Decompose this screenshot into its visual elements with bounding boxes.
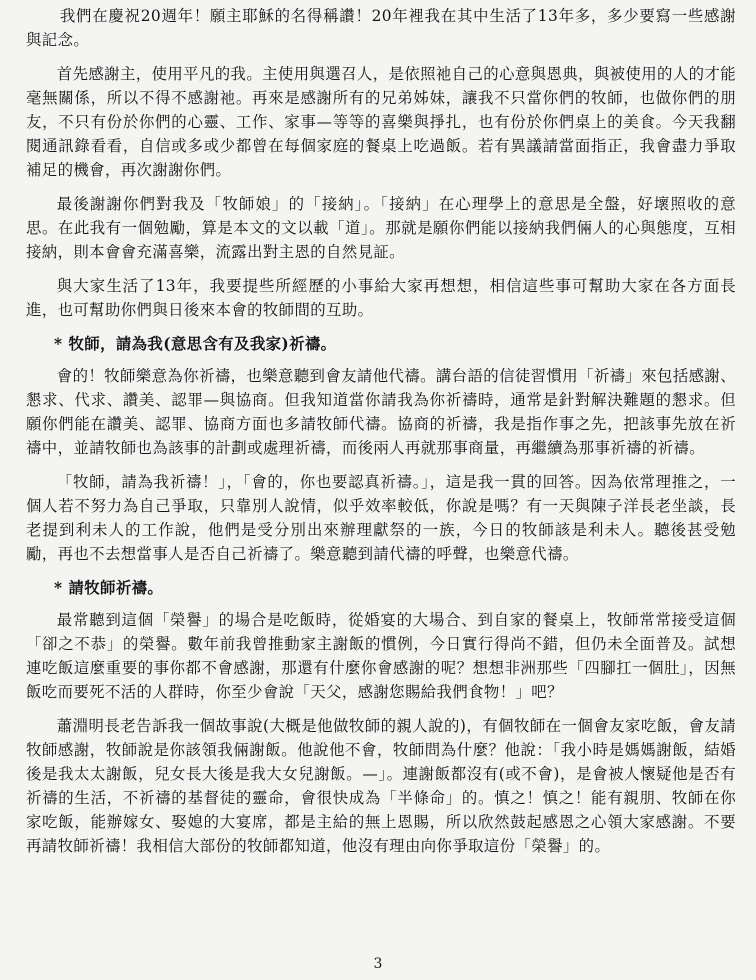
reflection-paragraph: 與大家生活了13年，我要提些所經歷的小事給大家再想想，相信這些事可幫助大家在各方面長進，也可幫助你們與日後來本會的牧師間的互助。 <box>26 277 736 319</box>
bullet-star: * <box>54 579 63 597</box>
section-heading-text: 請牧師祈禱。 <box>68 579 164 597</box>
section-heading-pastor-pray <box>26 576 736 600</box>
acceptance-paragraph: 最後謝謝你們對我及「牧師娘」的「接納」。「接納」在心理學上的意思是全盤，好壞照收的意思。在此我有一個勉勵，算是本文的文以載「道」。那就是願你們能以接納我們倆人的心與態度，互相接納，則本會會充滿喜樂，流露出對主恩的自然見証。 <box>26 195 736 261</box>
section-heading-text: 牧師，請為我(意思含有及我家)祈禱。 <box>68 335 337 353</box>
page-number: 3 <box>373 956 383 972</box>
thanks-paragraph: 首先感謝主，使用平凡的我。主使用與選召人，是依照祂自己的心意與恩典，與被使用的人的才能毫無關係，所以不得不感謝祂。再來是感謝所有的兄弟姊妹，讓我不只當你們的牧師，也做你們的朋友，不只有份於你們的心靈、工作、家事—等等的喜樂與掙扎，也有份於你們桌上的美食。今天我翻閱通訊錄看看，自信或多或少都曾在每個家庭的餐桌上吃過飯。若有異議請當面指正，我會盡力爭取補足的機會，再次謝謝你們。 <box>26 65 736 179</box>
section2-paragraph: 最常聽到這個「榮譽」的場合是吃飯時，從婚宴的大場合、到自家的餐桌上，牧師常常接受這個「卻之不恭」的榮譽。數年前我曾推動家主謝飯的慣例，今日實行得尚不錯，但仍未全面普及。試想連吃飯這麼重要的事你都不會感謝，那還有什麼你會感謝的呢？想想非洲那些「四腳扛一個肚」，因無飯吃而要死不活的人群時，你至少會說「天父，感謝您賜給我們食物！」吧？ <box>26 611 736 701</box>
section1-paragraph: 「牧師，請為我祈禱！」，「會的，你也要認真祈禱。」，這是我一貫的回答。因為依常理推之，一個人若不努力為自己爭取，只靠別人說情，似乎效率較低，你說是嗎？有一天與陳子洋長老坐談，長老提到利未人的工作說，他們是受分別出來辦理獻祭的一族，今日的牧師該是利未人。聽後甚受勉勵，再也不去想當事人是否自己祈禱了。樂意聽到請代禱的呼聲，也樂意代禱。 <box>26 473 736 563</box>
section2-paragraph: 蕭淵明長老告訴我一個故事說(大概是他做牧師的親人說的)，有個牧師在一個會友家吃飯，會友請牧師感謝，牧師說是你該領我倆謝飯。他說他不會，牧師問為什麼？他說：「我小時是媽媽謝飯，結婚後是我太太謝飯，兒女長大後是我大女兒謝飯。—」。連謝飯都沒有(或不會)，是會被人懷疑他是否有祈禱的生活，不祈禱的基督徒的靈命，會很快成為「半條命」的。慎之！慎之！能有親朋、牧師在你家吃飯，能辦嫁女、娶媳的大宴席，都是主給的無上恩賜，所以欣然鼓起感恩之心領大家感謝。不要再請牧師祈禱！我相信大部份的牧師都知道，他沒有理由向你爭取這份「榮譽」的。 <box>26 717 736 855</box>
bullet-star: * <box>54 335 63 353</box>
intro-paragraph: 我們在慶祝20週年！願主耶穌的名得稱讚！20年裡我在其中生活了13年多，多少要寫一些感謝與記念。 <box>26 7 736 49</box>
section-heading-pray-for-me <box>26 332 736 356</box>
section1-paragraph: 會的！牧師樂意為你祈禱，也樂意聽到會友請他代禱。講台語的信徒習慣用「祈禱」來包括感謝、懇求、代求、讚美、認罪—與協商。但我知道當你請我為你祈禱時，通常是針對解決難題的懇求。但願你們能在讚美、認罪、協商方面也多請牧師代禱。協商的祈禱，我是指作事之先，把該事先放在祈禱中，並請牧師也為該事的計劃或處理祈禱，而後兩人再就那事商量，再繼續為那事祈禱的祈禱。 <box>26 367 736 457</box>
